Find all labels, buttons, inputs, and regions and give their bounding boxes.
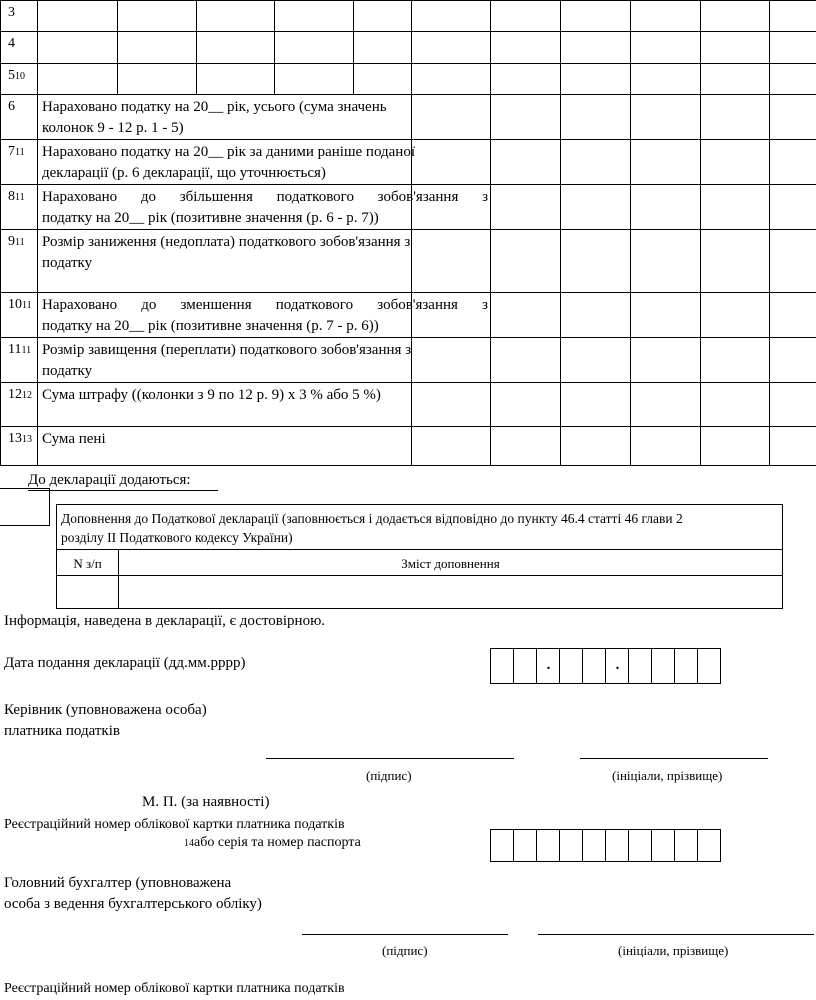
row-description-line: Нараховано податку на 20__ рік, усього (сума значень — [42, 99, 387, 115]
value-cell[interactable] — [630, 184, 701, 230]
row-number-value: 4 — [8, 36, 15, 51]
value-cell[interactable] — [560, 0, 631, 32]
value-cell[interactable] — [411, 229, 491, 293]
value-cell[interactable] — [700, 94, 770, 140]
row-number-cell — [0, 426, 38, 466]
value-cell[interactable] — [700, 139, 770, 185]
supplement-title-cell — [56, 504, 783, 550]
row-number — [8, 141, 25, 163]
digit-box[interactable] — [513, 648, 537, 684]
row-description-line: Розмір заниження (недоплата) податкового зобов'язання з — [42, 234, 411, 250]
row-number-value: 12 — [8, 387, 22, 402]
supplement-num-input[interactable] — [56, 575, 119, 609]
value-cell[interactable] — [700, 426, 770, 466]
row-description-line: Розмір завищення (переплати) податкового зобов'язання з — [42, 342, 412, 358]
value-cell[interactable] — [630, 139, 701, 185]
digit-box[interactable] — [697, 829, 721, 862]
value-cell[interactable] — [630, 426, 701, 466]
value-cell[interactable] — [274, 63, 354, 95]
digit-box[interactable] — [582, 648, 606, 684]
digit-box[interactable] — [513, 829, 537, 862]
value-cell[interactable] — [560, 139, 631, 185]
accountant-label-line-2: особа з ведення бухгалтерського обліку) — [4, 896, 262, 912]
attachments-heading: До декларації додаються: — [28, 472, 191, 488]
row-description-cell — [37, 426, 412, 466]
value-cell[interactable] — [560, 382, 631, 427]
value-cell[interactable] — [630, 94, 701, 140]
value-cell[interactable] — [700, 31, 770, 64]
row-footnote-marker: 13 — [22, 434, 32, 445]
director-label-line-2: платника податків — [4, 723, 120, 739]
row-footnote-marker: 11 — [22, 300, 32, 311]
value-cell[interactable] — [700, 63, 770, 95]
value-cell[interactable] — [560, 337, 631, 383]
attachment-checkbox[interactable] — [0, 488, 50, 526]
value-cell[interactable] — [560, 184, 631, 230]
value-cell[interactable] — [196, 0, 275, 32]
value-cell[interactable] — [769, 63, 816, 95]
value-cell[interactable] — [490, 184, 561, 230]
value-cell[interactable] — [490, 426, 561, 466]
value-cell[interactable] — [411, 184, 491, 230]
value-cell[interactable] — [353, 0, 412, 32]
value-cell[interactable] — [769, 292, 816, 338]
value-cell[interactable] — [490, 382, 561, 427]
row-description-line: податку — [42, 363, 93, 379]
value-cell[interactable] — [700, 292, 770, 338]
footnote-marker: 14 — [184, 838, 194, 849]
director-reg-number-label-2 — [184, 832, 361, 854]
value-cell[interactable] — [630, 292, 701, 338]
value-cell[interactable] — [769, 426, 816, 466]
value-cell[interactable] — [769, 337, 816, 383]
row-number-cell — [0, 63, 38, 95]
director-signature-line[interactable] — [266, 758, 514, 759]
row-number-value: 11 — [8, 342, 22, 357]
digit-box[interactable] — [559, 829, 583, 862]
digit-box[interactable] — [490, 829, 514, 862]
value-cell[interactable] — [560, 426, 631, 466]
row-description-cell — [37, 337, 412, 383]
accountant-name-caption: (ініціали, прізвище) — [618, 943, 729, 958]
supplement-title-line-2: розділу II Податкового кодексу України) — [61, 530, 293, 545]
digit-box[interactable] — [582, 829, 606, 862]
row-description-line: Нараховано до зменшення податкового зобов'язання з — [42, 297, 488, 313]
digit-box[interactable] — [536, 648, 560, 684]
value-cell[interactable] — [630, 382, 701, 427]
value-cell[interactable] — [411, 31, 491, 64]
supplement-col-num-label: N з/п — [73, 556, 102, 571]
row-number-value: 3 — [8, 5, 15, 20]
value-cell[interactable] — [769, 184, 816, 230]
value-cell[interactable] — [196, 31, 275, 64]
row-number-cell — [0, 31, 38, 64]
value-cell[interactable] — [490, 0, 561, 32]
value-cell[interactable] — [411, 0, 491, 32]
row-footnote-marker: 11 — [15, 237, 25, 248]
value-cell[interactable] — [769, 139, 816, 185]
supplement-col-content-header — [118, 549, 783, 576]
value-cell[interactable] — [490, 337, 561, 383]
submission-date-label: Дата подання декларації (дд.мм.рррр) — [4, 655, 246, 671]
row-description-line: податку на 20__ рік (позитивне значення (р. 7 - р. 6)) — [42, 318, 379, 334]
value-cell[interactable] — [490, 292, 561, 338]
row-number-value: 7 — [8, 144, 15, 159]
row-number — [8, 2, 15, 23]
accountant-reg-number-label: Реєстраційний номер облікової картки платника податків — [4, 981, 345, 996]
value-cell[interactable] — [700, 229, 770, 293]
digit-box[interactable] — [674, 829, 698, 862]
date-separator: . — [546, 657, 551, 673]
value-cell[interactable] — [769, 229, 816, 293]
value-cell[interactable] — [630, 63, 701, 95]
row-description-cell — [37, 229, 412, 293]
stamp-label: М. П. (за наявності) — [142, 794, 270, 810]
value-cell[interactable] — [630, 0, 701, 32]
director-passport-label: або серія та номер паспорта — [194, 835, 361, 850]
row-description-cell — [37, 292, 488, 338]
row-description-cell — [37, 184, 488, 230]
row-number-cell — [0, 382, 38, 427]
row-footnote-marker: 11 — [15, 192, 25, 203]
row-number — [8, 339, 31, 361]
row-description-line: Нараховано податку на 20__ рік за даними раніше поданої — [42, 144, 416, 160]
row-number-cell — [0, 94, 38, 140]
row-number — [8, 33, 15, 54]
digit-box[interactable] — [651, 829, 675, 862]
value-cell[interactable] — [700, 184, 770, 230]
supplement-col-content-label: Зміст доповнення — [401, 556, 500, 571]
date-separator: . — [615, 657, 620, 673]
row-number — [8, 65, 25, 87]
value-cell[interactable] — [117, 63, 197, 95]
value-cell[interactable] — [490, 94, 561, 140]
director-reg-number-label: Реєстраційний номер облікової картки платника податків — [4, 817, 345, 832]
row-number — [8, 186, 25, 208]
digit-box[interactable] — [697, 648, 721, 684]
value-cell[interactable] — [353, 31, 412, 64]
value-cell[interactable] — [560, 94, 631, 140]
value-cell[interactable] — [560, 229, 631, 293]
value-cell[interactable] — [769, 382, 816, 427]
row-number-cell — [0, 0, 38, 32]
row-number-cell — [0, 229, 38, 293]
value-cell[interactable] — [769, 94, 816, 140]
value-cell[interactable] — [196, 63, 275, 95]
director-signature-caption: (підпис) — [366, 768, 412, 783]
accountant-signature-caption: (підпис) — [382, 943, 428, 958]
row-description-line: Сума штрафу ((колонки з 9 по 12 р. 9) х 3 % або 5 %) — [42, 387, 381, 403]
row-number-value: 9 — [8, 234, 15, 249]
accountant-name-line[interactable] — [538, 934, 814, 935]
value-cell[interactable] — [700, 0, 770, 32]
row-number-value: 6 — [8, 99, 15, 114]
row-number — [8, 428, 32, 450]
director-label-line-1: Керівник (уповноважена особа) — [4, 702, 207, 718]
value-cell[interactable] — [411, 337, 491, 383]
supplement-title-line-1: Доповнення до Податкової декларації (заповнюється і додається відповідно до пункту 46.4 статті 46 глави 2 — [61, 511, 683, 526]
row-footnote-marker: 10 — [15, 71, 25, 82]
value-cell[interactable] — [274, 0, 354, 32]
row-number-value: 5 — [8, 68, 15, 83]
row-description-line: податку на 20__ рік (позитивне значення (р. 6 - р. 7)) — [42, 210, 379, 226]
value-cell[interactable] — [411, 63, 491, 95]
value-cell[interactable] — [769, 0, 816, 32]
row-description-cell — [37, 94, 412, 140]
row-description-cell — [37, 382, 412, 427]
row-number — [8, 294, 32, 316]
value-cell[interactable] — [630, 337, 701, 383]
value-cell[interactable] — [117, 31, 197, 64]
digit-box[interactable] — [628, 648, 652, 684]
value-cell[interactable] — [560, 31, 631, 64]
digit-box[interactable] — [559, 648, 583, 684]
row-description-line: Сума пені — [42, 431, 106, 447]
value-cell[interactable] — [411, 382, 491, 427]
value-cell[interactable] — [37, 63, 118, 95]
row-number-value: 13 — [8, 431, 22, 446]
digit-box[interactable] — [605, 829, 629, 862]
row-number — [8, 96, 15, 117]
value-cell[interactable] — [274, 31, 354, 64]
row-description-line: податку — [42, 255, 93, 271]
accountant-label-line-1: Головний бухгалтер (уповноважена — [4, 875, 232, 891]
value-cell[interactable] — [411, 292, 491, 338]
value-cell[interactable] — [37, 0, 118, 32]
value-cell[interactable] — [630, 31, 701, 64]
value-cell[interactable] — [490, 31, 561, 64]
digit-box[interactable] — [674, 648, 698, 684]
row-number — [8, 384, 32, 406]
supplement-col-num-header — [56, 549, 119, 576]
digit-box[interactable] — [628, 829, 652, 862]
value-cell[interactable] — [353, 63, 412, 95]
value-cell[interactable] — [630, 229, 701, 293]
value-cell[interactable] — [411, 426, 491, 466]
value-cell[interactable] — [560, 292, 631, 338]
value-cell[interactable] — [700, 337, 770, 383]
value-cell[interactable] — [411, 94, 491, 140]
row-number-value: 8 — [8, 189, 15, 204]
row-description-line: Нараховано до збільшення податкового зобов'язання з — [42, 189, 488, 205]
digit-box[interactable] — [490, 648, 514, 684]
digit-box[interactable] — [536, 829, 560, 862]
info-statement: Інформація, наведена в декларації, є достовірною. — [4, 613, 326, 629]
row-number-cell — [0, 292, 38, 338]
value-cell[interactable] — [769, 31, 816, 64]
row-number-cell — [0, 139, 38, 185]
row-footnote-marker: 12 — [22, 390, 32, 401]
value-cell[interactable] — [490, 229, 561, 293]
value-cell[interactable] — [411, 139, 491, 185]
value-cell[interactable] — [490, 63, 561, 95]
digit-box[interactable] — [651, 648, 675, 684]
row-description-line: декларації (р. 6 декларації, що уточнюється) — [42, 165, 326, 181]
director-name-caption: (ініціали, прізвище) — [612, 768, 723, 783]
row-number — [8, 231, 25, 253]
digit-box[interactable] — [605, 648, 629, 684]
supplement-content-input[interactable] — [118, 575, 783, 609]
value-cell[interactable] — [490, 139, 561, 185]
row-description-line: колонок 9 - 12 р. 1 - 5) — [42, 120, 184, 136]
accountant-signature-line[interactable] — [302, 934, 508, 935]
row-number-value: 10 — [8, 297, 22, 312]
row-footnote-marker: 11 — [15, 147, 25, 158]
director-name-line[interactable] — [580, 758, 768, 759]
row-footnote-marker: 11 — [21, 345, 32, 356]
value-cell[interactable] — [117, 0, 197, 32]
row-number-cell — [0, 184, 38, 230]
attachments-heading-underline — [28, 490, 218, 491]
row-description-cell — [37, 139, 416, 185]
value-cell[interactable] — [700, 382, 770, 427]
row-number-cell — [0, 337, 38, 383]
value-cell[interactable] — [37, 31, 118, 64]
value-cell[interactable] — [560, 63, 631, 95]
